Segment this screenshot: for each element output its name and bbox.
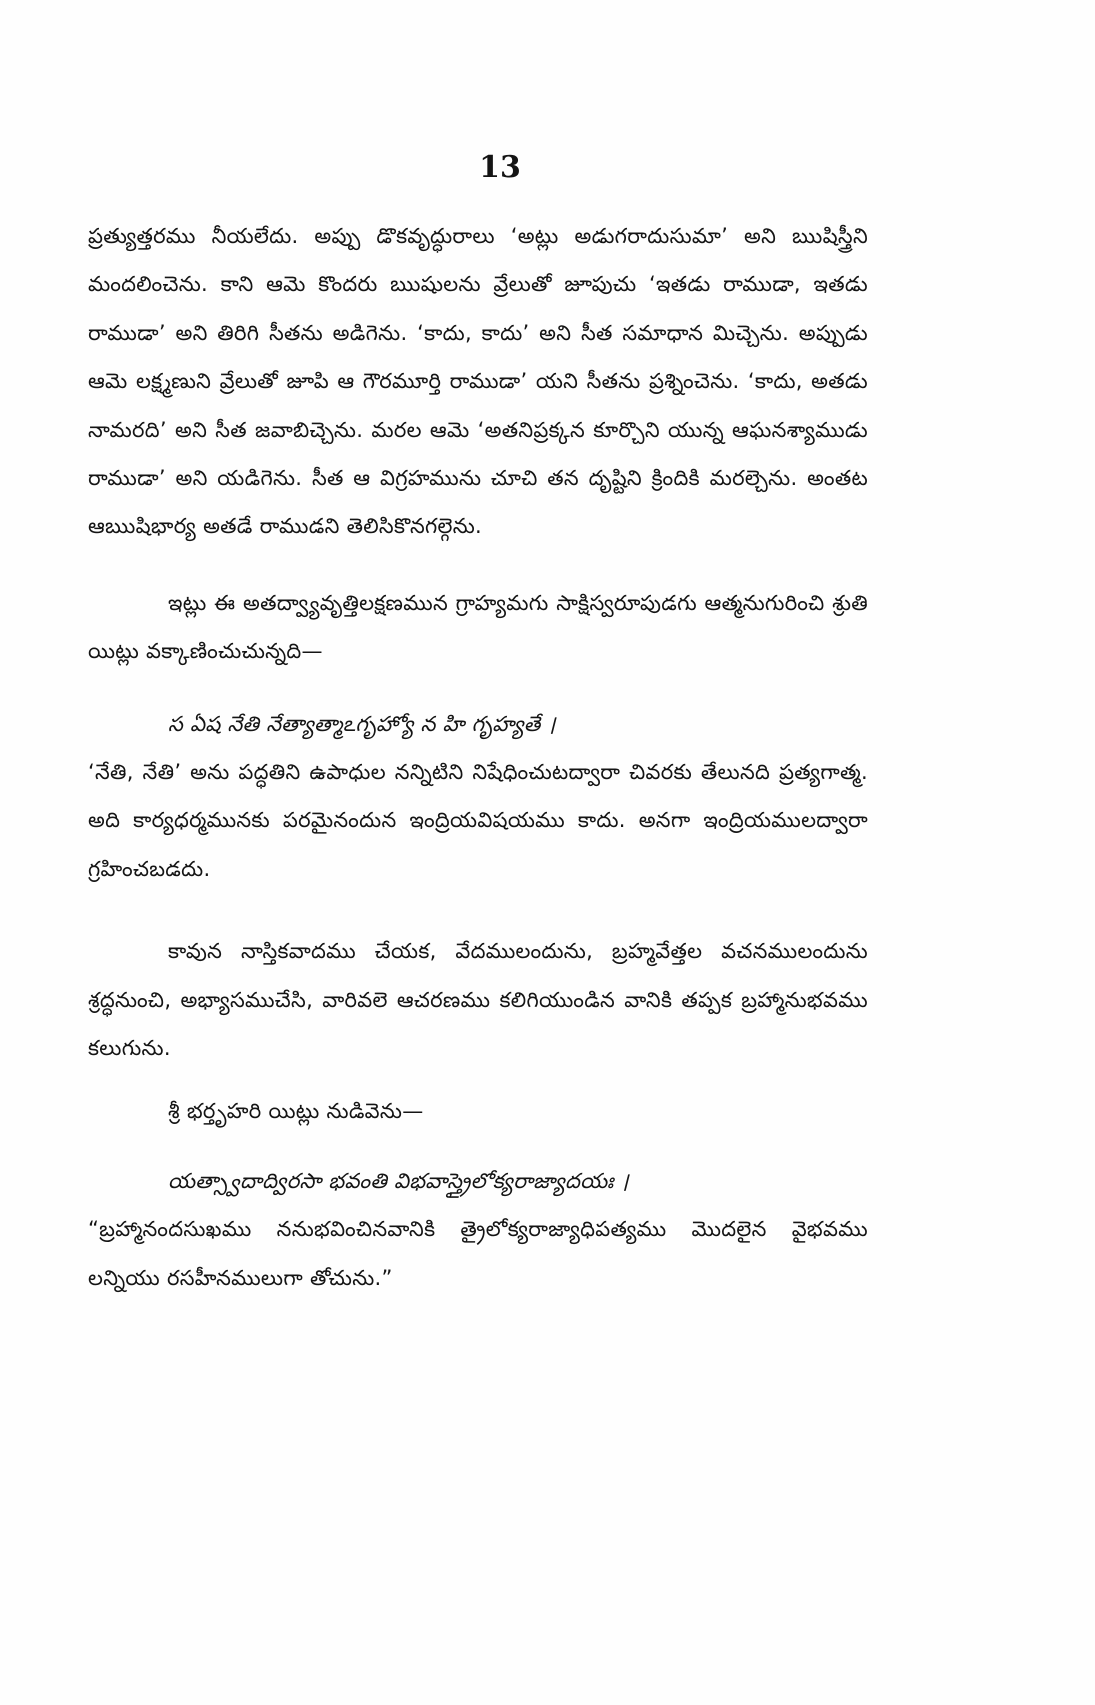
paragraph-brahma-anubhava: కావున నాస్తికవాదము చేయక, వేదములందును, బ్రహ్మవేత్తల వచనములందును శ్రద్ధనుంచి, అభ్యాసముచేసి, వారివలె ఆచరణము కలిగియుండిన వానికి తప్పక బ్రహ్మానుభవము కలుగును.	[88, 939, 868, 1061]
page-number: 13	[479, 150, 521, 185]
verse-neti-neti: స ఏష నేతి నేత్యాత్మాఽగృహ్యో న హి గృహ్యతే ।	[168, 711, 556, 736]
paragraph-sruti-intro: ఇట్లు ఈ అతద్వ్యావృత్తిలక్షణమున గ్రాహ్యమగు సాక్షిస్వరూపుడగు ఆత్మనుగురించి శ్రుతి యిట్లు వక్కాణించుచున్నది—	[88, 590, 868, 664]
paragraph-sita-rama: ప్రత్యుత్తరము నీయలేదు. అప్పు డొకవృద్ధురాలు ‘అట్లు అడుగరాదుసుమా’ అని ఋషిస్త్రీని మందలించెను. కాని ఆమె కొందరు ఋషులను వ్రేలుతో జూపుచు ‘ఇతడు రాముడా, ఇతడు రాముడా’ అని తిరిగి సీతను అడిగెను. ‘కాదు, కాదు’ అని సీత సమాధాన మిచ్చెను. అప్పుడు ఆమె లక్ష్మణుని వ్రేలుతో జూపి ఆ గౌరమూర్తి రాముడా’ యని సీతను ప్రశ్నించెను. ‘కాదు, అతడు నామరది’ అని సీత జవాబిచ్చెను. మరల ఆమె ‘అతనిప్రక్కన కూర్చొని యున్న ఆఘనశ్యాముడు రాముడా’ అని యడిగెను. సీత ఆ విగ్రహమును చూచి తన దృష్టిని క్రిందికి మరల్చెను. అంతట ఆఋషిభార్య అతడే రాముడని తెలిసికొనగల్గెను.	[88, 224, 868, 539]
verse-bhartrhari: యత్స్వాదాద్విరసా భవంతి విభవాస్త్రైలోక్యరాజ్యాదయః ।	[168, 1168, 629, 1193]
paragraph-bhartrhari-meaning: “బ్రహ్మానందసుఖము ననుభవించినవానికి త్రైలోక్యరాజ్యాధిపత్యము మొదలైన వైభవము లన్నియు రసహీనములుగా తోచును.”	[88, 1217, 868, 1290]
page-body	[88, 212, 868, 1302]
paragraph-neti-explanation: ‘నేతి, నేతి’ అను పద్ధతిని ఉపాధుల నన్నిటిని నిషేధించుటద్వారా చివరకు తేలునది ప్రత్యగాత్మ. అది కార్యధర్మమునకు పరమైనందున ఇంద్రియవిషయము కాదు. అనగా ఇంద్రియములద్వారా గ్రహించబడదు.	[88, 760, 868, 881]
paragraph-bhartrhari-intro: శ్రీ భర్తృహరి యిట్లు నుడివెను—	[168, 1098, 424, 1123]
